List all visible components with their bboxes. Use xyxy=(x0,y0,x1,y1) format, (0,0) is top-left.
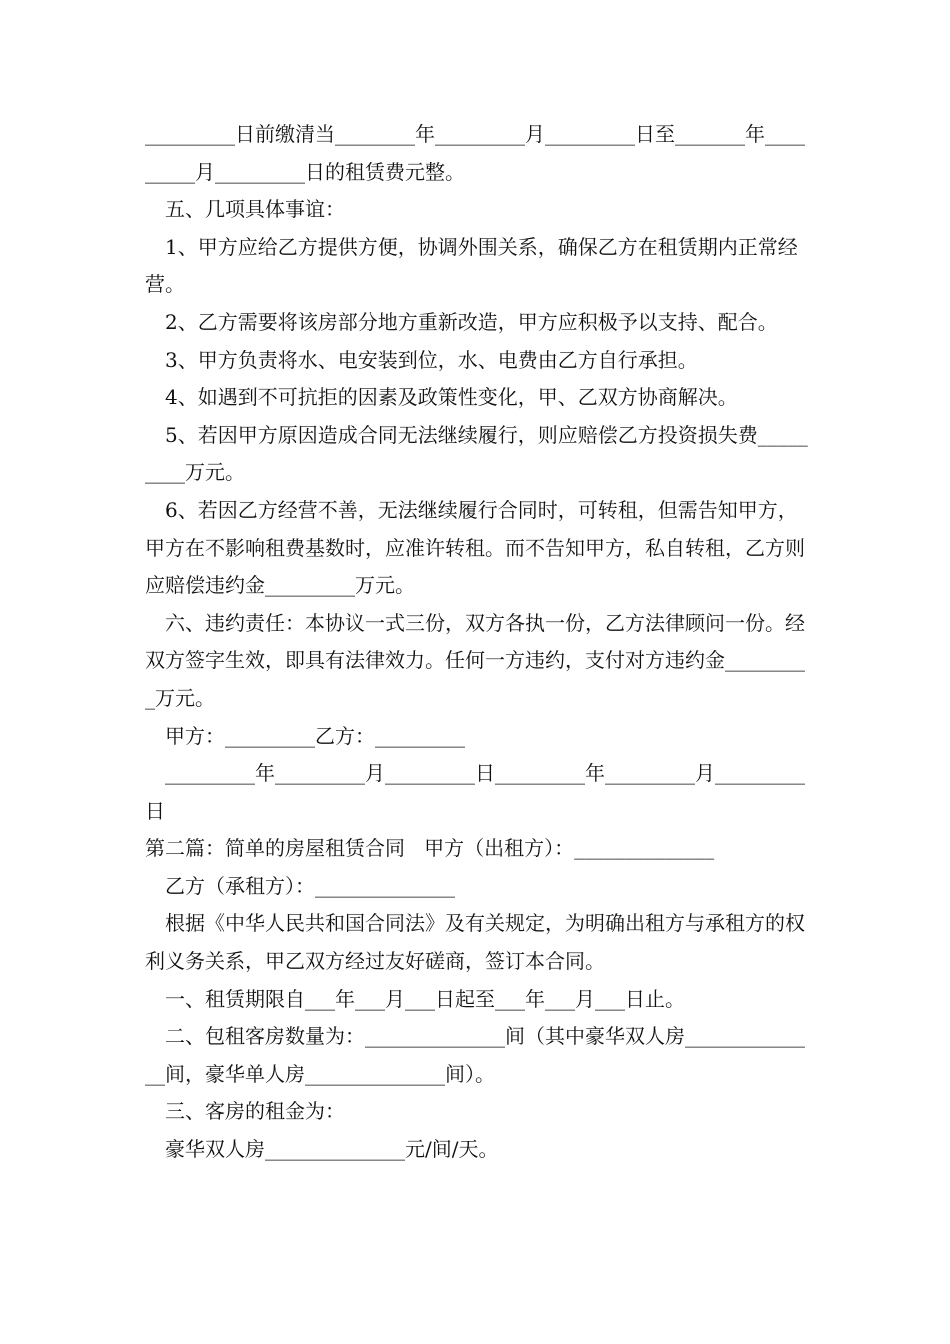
part-two-title: 第二篇：简单的房屋租赁合同 甲方（出租方）：______________ xyxy=(145,836,715,861)
clause-rent-heading: 三、客房的租金为： xyxy=(165,1099,345,1124)
clause-5-6: 6、若因乙方经营不善，无法继续履行合同时，可转租，但需告知甲方，甲方在不影响租费基数时，应准许转租。而不告知甲方，私自转租，乙方则应赔偿违约金_________万元。 xyxy=(145,497,805,598)
signature-line: 甲方：_________乙方：_________ xyxy=(165,723,465,748)
section-six-liability: 六、违约责任：本协议一式三份，双方各执一份，乙方法律顾问一份。经双方签字生效，即具有法律效力。任何一方违约，支付对方违约金_________万元。 xyxy=(145,610,805,710)
tenant-line: 乙方（承租方）：______________ xyxy=(165,873,455,898)
section-five-heading: 五、几项具体事谊： xyxy=(165,197,345,222)
clause-5-1: 1、甲方应给乙方提供方便，协调外围关系，确保乙方在租赁期内正常经营。 xyxy=(145,234,798,297)
clause-room-count: 二、包租客房数量为：______________间（其中豪华双人房______________间，豪华单人房______________间）。 xyxy=(145,1024,805,1086)
rent-payment-line: _________日前缴清当________年_________月_________日至_______年_________月_________日的租赁费元整。 xyxy=(145,122,805,184)
clause-5-3: 3、甲方负责将水、电安装到位，水、电费由乙方自行承担。 xyxy=(165,347,698,372)
clause-5-2: 2、乙方需要将该房部分地方重新改造，甲方应积极予以支持、配合。 xyxy=(165,309,778,334)
clause-5-5: 5、若因甲方原因造成合同无法继续履行，则应赔偿乙方投资损失费_________万元。 xyxy=(145,422,808,485)
date-line: _________年_________月_________日_________年_________月_________日 xyxy=(145,761,805,823)
clause-5-4: 4、如遇到不可抗拒的因素及政策性变化，甲、乙双方协商解决。 xyxy=(165,385,738,410)
document-page xyxy=(145,116,810,1169)
rent-deluxe-double: 豪华双人房______________元/间/天。 xyxy=(165,1137,499,1162)
clause-lease-term: 一、租赁期限自___年___月___日起至___年___月___日止。 xyxy=(165,986,685,1011)
preamble: 根据《中华人民共和国合同法》及有关规定，为明确出租方与承租方的权利义务关系，甲乙双方经过友好磋商，签订本合同。 xyxy=(145,911,805,974)
